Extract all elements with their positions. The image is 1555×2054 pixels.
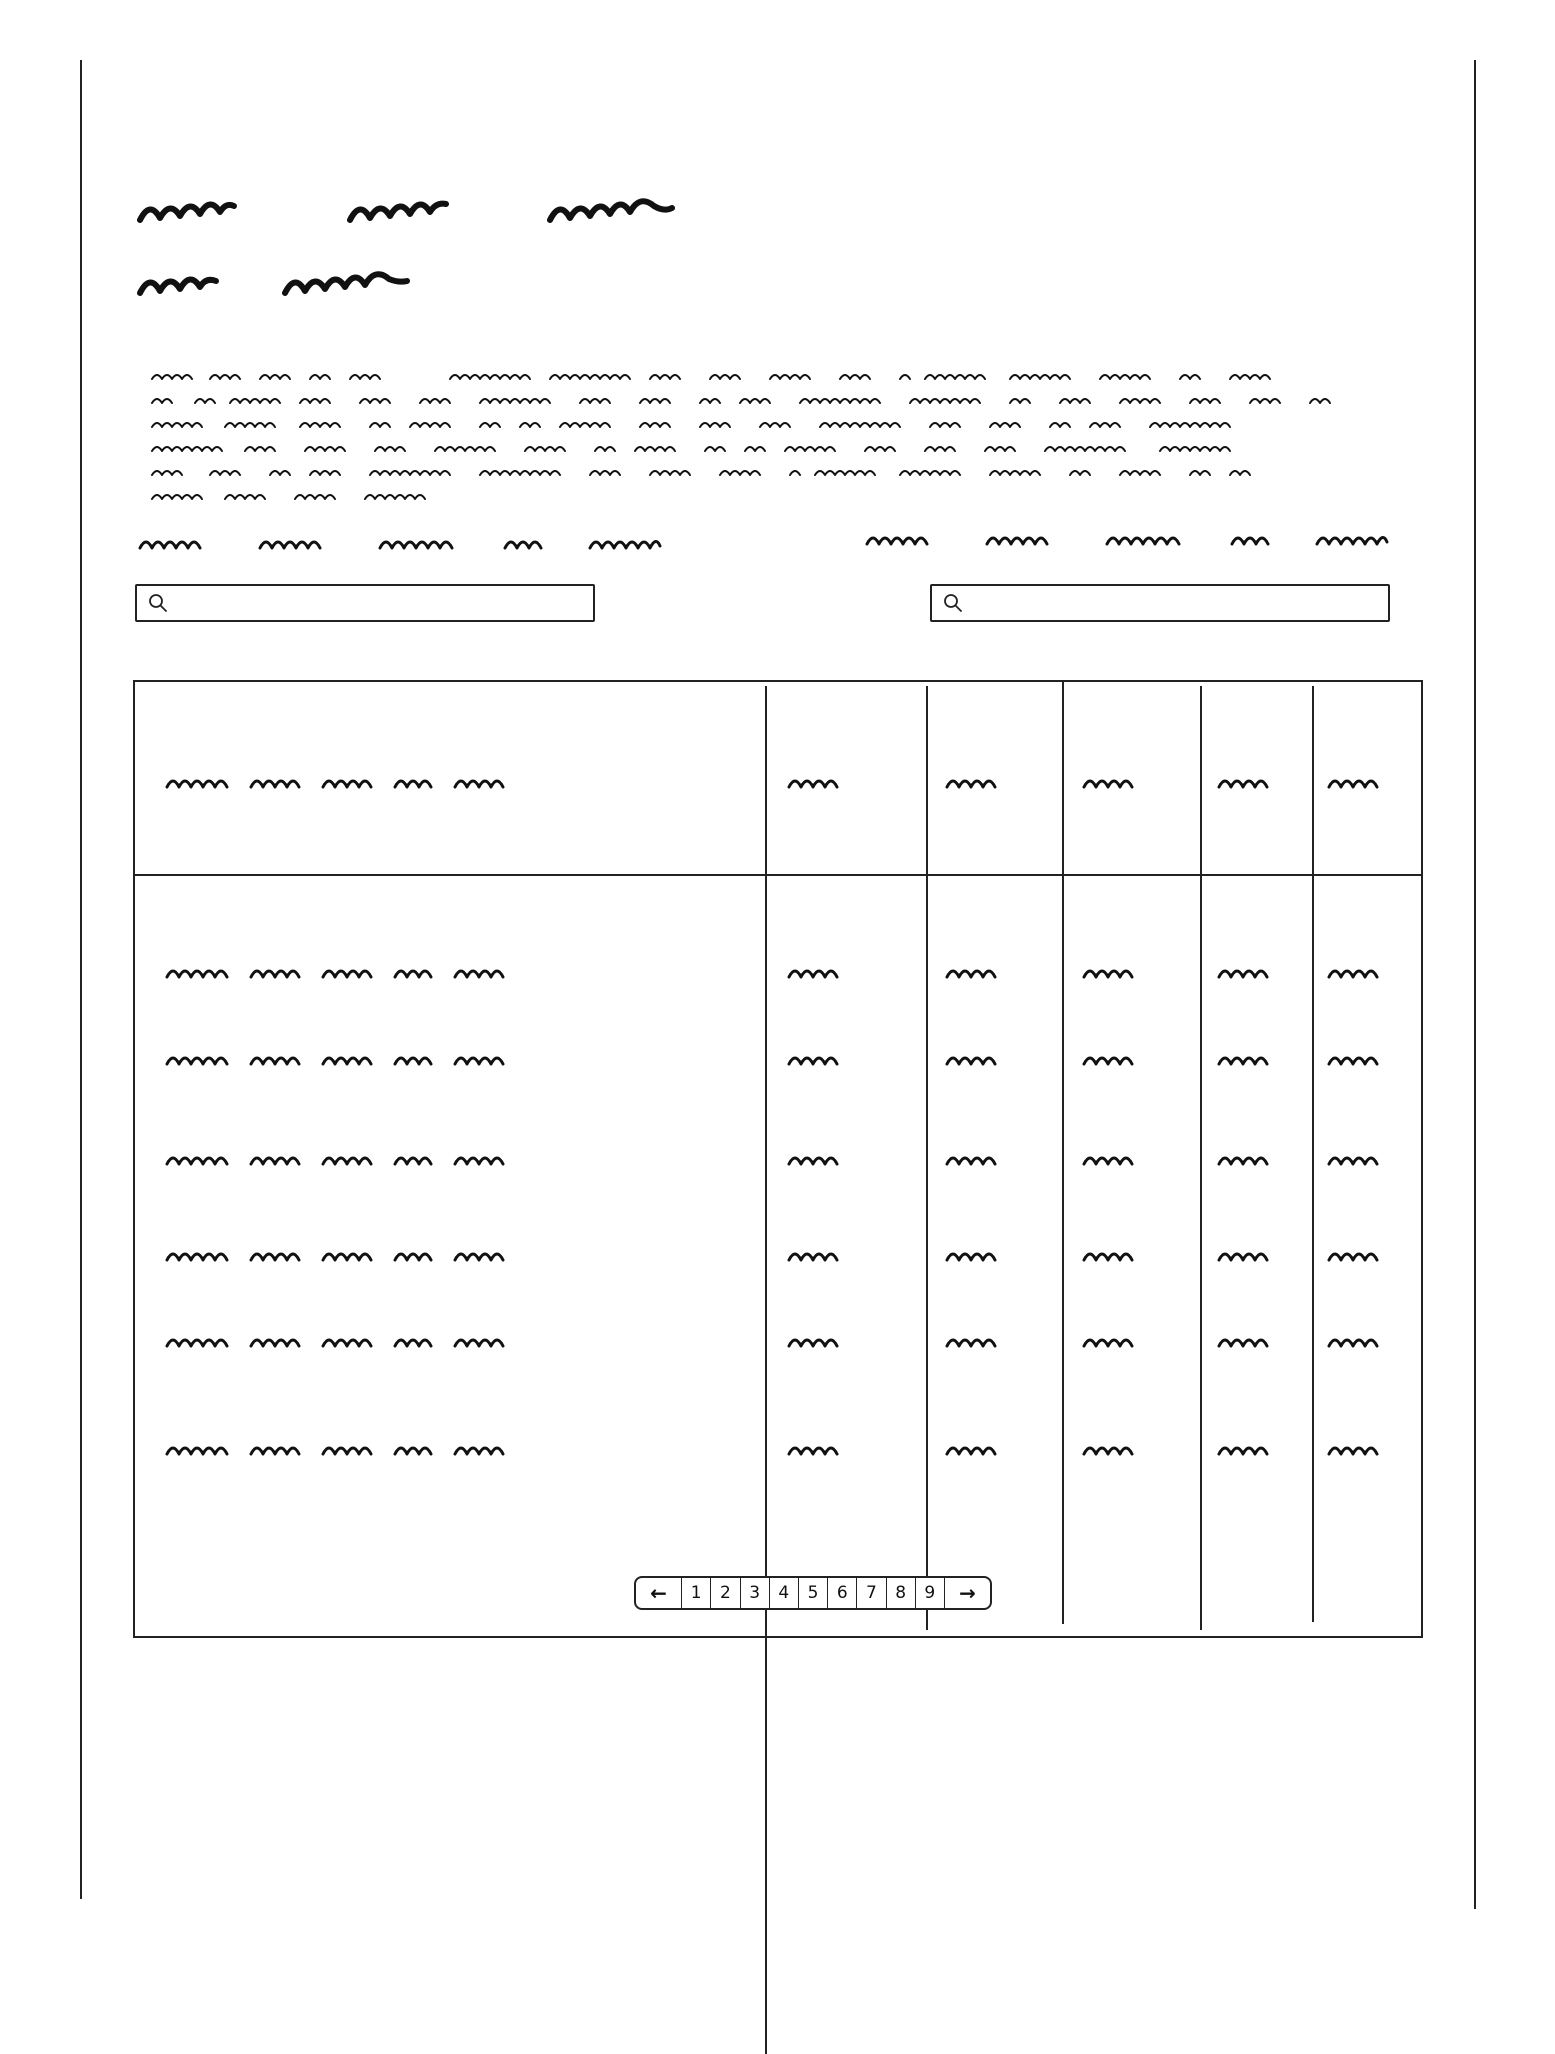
description-paragraph <box>150 365 1410 509</box>
table-cell <box>785 1434 895 1464</box>
table-cell <box>1215 1044 1315 1074</box>
title-line-2-scribble <box>135 258 475 308</box>
table-cell <box>785 1240 895 1270</box>
pagination-page-7[interactable]: 7 <box>856 1578 885 1608</box>
table-cell <box>163 1240 723 1270</box>
page-border-right <box>1474 60 1476 1909</box>
table-cell <box>943 1044 1053 1074</box>
table-cell <box>1325 957 1425 987</box>
pagination-page-5[interactable]: 5 <box>798 1578 827 1608</box>
paragraph-line <box>150 389 1410 413</box>
pagination-page-3[interactable]: 3 <box>740 1578 769 1608</box>
pagination-page-2[interactable]: 2 <box>710 1578 739 1608</box>
table-cell <box>1080 957 1190 987</box>
paragraph-line <box>150 437 1410 461</box>
pagination-page-9[interactable]: 9 <box>915 1578 944 1608</box>
search-right-box[interactable] <box>930 584 1390 622</box>
pagination-page-1[interactable]: 1 <box>681 1578 710 1608</box>
table-header-cell <box>163 767 723 797</box>
table-cell <box>163 1144 723 1174</box>
table-cell <box>1215 1434 1315 1464</box>
search-left-input[interactable] <box>177 587 593 619</box>
page-title <box>135 185 735 235</box>
table-cell <box>163 957 723 987</box>
table-header-cell <box>1080 767 1190 797</box>
paragraph-line <box>150 485 1410 509</box>
arrow-left-icon: ← <box>650 1581 667 1605</box>
table-cell <box>1215 957 1315 987</box>
table-cell <box>1325 1434 1425 1464</box>
table-header-cell <box>1215 767 1315 797</box>
table-header-cell <box>943 767 1053 797</box>
column-divider <box>1062 682 1064 1624</box>
data-table <box>133 680 1423 1638</box>
search-left-box[interactable] <box>135 584 595 622</box>
table-cell <box>1325 1044 1425 1074</box>
table-cell <box>943 957 1053 987</box>
column-divider <box>926 686 928 1630</box>
table-cell <box>785 1144 895 1174</box>
search-right-input[interactable] <box>972 587 1388 619</box>
search-left-label <box>135 528 695 558</box>
table-header-cell <box>785 767 895 797</box>
search-icon <box>147 592 169 614</box>
table-cell <box>943 1144 1053 1174</box>
table-cell <box>1215 1144 1315 1174</box>
pagination-page-6[interactable]: 6 <box>827 1578 856 1608</box>
table-cell <box>1080 1144 1190 1174</box>
column-divider <box>1200 686 1202 1630</box>
arrow-right-icon: → <box>959 1581 976 1605</box>
paragraph-line <box>150 413 1410 437</box>
paragraph-line <box>150 461 1410 485</box>
table-cell <box>1215 1326 1315 1356</box>
table-cell <box>943 1434 1053 1464</box>
table-cell <box>1325 1144 1425 1174</box>
pagination <box>634 1576 992 1610</box>
table-cell <box>785 1326 895 1356</box>
table-cell <box>163 1044 723 1074</box>
table-cell <box>163 1326 723 1356</box>
table-header-cell <box>1325 767 1425 797</box>
pagination-next-button[interactable] <box>944 1578 990 1608</box>
table-cell <box>785 957 895 987</box>
pagination-page-8[interactable]: 8 <box>886 1578 915 1608</box>
table-cell <box>1215 1240 1315 1270</box>
search-right-label <box>862 524 1422 554</box>
table-cell <box>785 1044 895 1074</box>
pagination-prev-button[interactable] <box>636 1578 681 1608</box>
table-cell <box>1080 1044 1190 1074</box>
page-border-left <box>80 60 82 1899</box>
pagination-page-4[interactable]: 4 <box>769 1578 798 1608</box>
table-cell <box>1080 1240 1190 1270</box>
table-cell <box>1080 1326 1190 1356</box>
table-cell <box>1080 1434 1190 1464</box>
column-divider <box>765 686 767 1618</box>
paragraph-line <box>150 365 1410 389</box>
table-cell <box>943 1326 1053 1356</box>
search-icon <box>942 592 964 614</box>
table-cell <box>943 1240 1053 1270</box>
table-cell <box>1325 1240 1425 1270</box>
page-subtitle <box>135 258 475 308</box>
title-line-1-scribble <box>135 185 735 235</box>
table-cell <box>1325 1326 1425 1356</box>
table-cell <box>163 1434 723 1464</box>
